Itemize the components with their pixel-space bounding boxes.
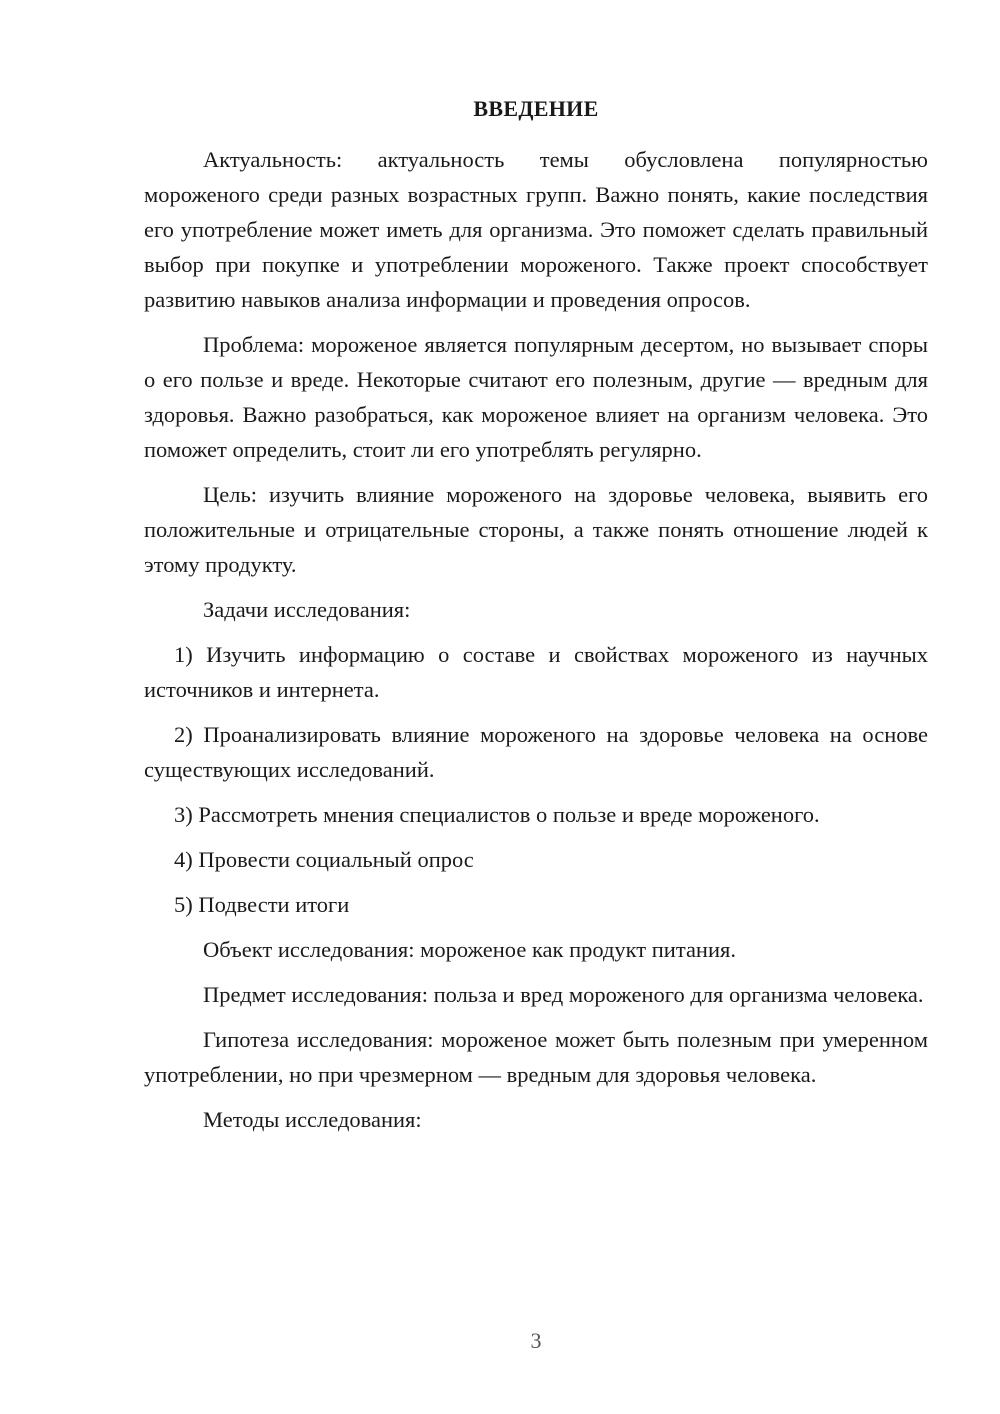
paragraph-hypothesis: Гипотеза исследования: мороженое может быть полезным при умеренном употреблении, но при чрезмерном — вредным для здоровья человека. (144, 1027, 928, 1087)
paragraph-subject: Предмет исследования: польза и вред мороженого для организма человека. (203, 982, 924, 1007)
paragraph-problem: Проблема: мороженое является популярным десертом, но вызывает споры о его пользе и вреде. Некоторые считают его полезным, другие — вредным для здоровья. Важно разобраться, как мороженое влияет на организм человека. Это поможет определить, стоит ли его употреблять регулярно. (144, 332, 928, 462)
paragraph-object: Объект исследования: мороженое как продукт питания. (203, 937, 736, 962)
paragraph-relevance: Актуальность: актуальность темы обусловлена популярностью мороженого среди разных возрастных групп. Важно понять, какие последствия его употребление может иметь для организма. Это поможет сделать правильный выбор при покупке и употреблении мороженого. Также проект способствует развитию навыков анализа информации и проведения опросов. (144, 147, 928, 312)
task-item-2: 2) Проанализировать влияние мороженого на здоровье человека на основе существующих исследований. (144, 722, 928, 782)
paragraph-goal: Цель: изучить влияние мороженого на здоровье человека, выявить его положительные и отрицательные стороны, а также понять отношение людей к этому продукту. (144, 482, 928, 577)
tasks-heading: Задачи исследования: (203, 597, 411, 622)
task-item-3: 3) Рассмотреть мнения специалистов о пользе и вреде мороженого. (174, 802, 820, 827)
task-item-4: 4) Провести социальный опрос (174, 847, 474, 872)
methods-heading: Методы исследования: (203, 1107, 422, 1132)
body-text (144, 142, 928, 1147)
task-item-5: 5) Подвести итоги (174, 892, 350, 917)
task-item-1: 1) Изучить информацию о составе и свойствах мороженого из научных источников и интернета. (144, 642, 928, 702)
page-title: ВВЕДЕНИЕ (473, 96, 599, 121)
page-number: 3 (530, 1328, 542, 1353)
